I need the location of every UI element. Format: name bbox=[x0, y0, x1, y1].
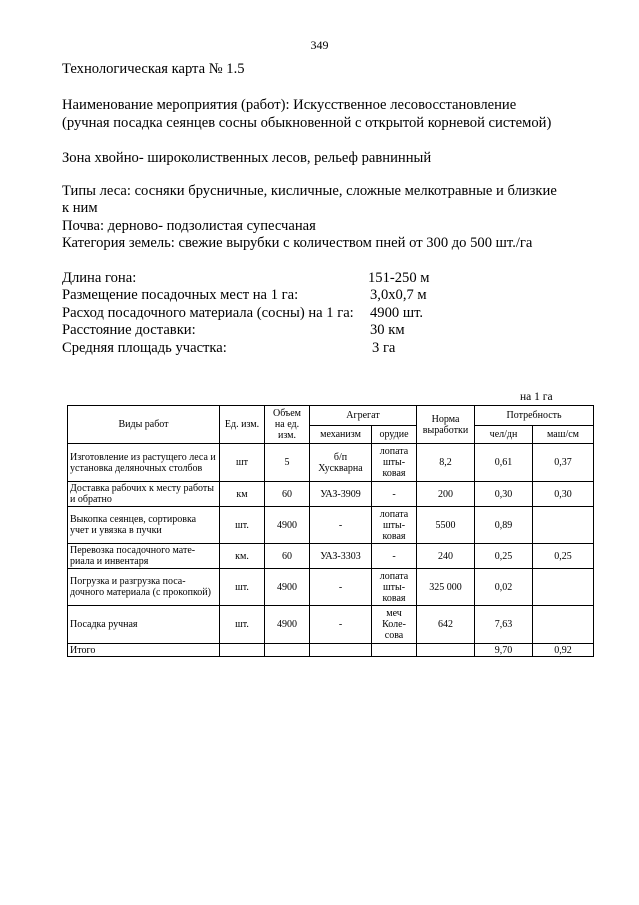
metric-value-material-use: 4900 шт. bbox=[370, 305, 424, 321]
cell-norm: 240 bbox=[417, 544, 475, 569]
cell-empty bbox=[265, 644, 310, 657]
cell-machine-shifts bbox=[533, 569, 594, 606]
cell-volume: 60 bbox=[265, 482, 310, 507]
cell-empty bbox=[310, 644, 372, 657]
table-row bbox=[68, 606, 594, 644]
cell-machine-shifts bbox=[533, 507, 594, 544]
cell-machine-shifts: 0,25 bbox=[533, 544, 594, 569]
page-number: 349 bbox=[310, 38, 329, 52]
cell-tool: лопата шты-ковая bbox=[372, 569, 417, 606]
cell-machine-shifts: 0,37 bbox=[533, 444, 594, 482]
forest-types-line1: Типы леса: сосняки брусничные, кисличные, сложные мелкотравные и близкие bbox=[62, 183, 557, 199]
cell-volume: 4900 bbox=[265, 507, 310, 544]
header-machine-shifts: маш/см bbox=[533, 426, 594, 444]
cell-norm: 642 bbox=[417, 606, 475, 644]
cell-man-days: 0,25 bbox=[475, 544, 533, 569]
metric-value-delivery-distance: 30 км bbox=[370, 322, 405, 338]
cell-mechanism: б/п Хускварна bbox=[310, 444, 372, 482]
cell-man-days: 0,89 bbox=[475, 507, 533, 544]
cell-mechanism: - bbox=[310, 507, 372, 544]
cell-work-name: Посадка ручная bbox=[68, 606, 220, 644]
cell-volume: 5 bbox=[265, 444, 310, 482]
soil: Почва: дерново- подзолистая супесчаная bbox=[62, 218, 316, 234]
header-tool: орудие bbox=[372, 426, 417, 444]
header-works: Виды работ bbox=[68, 406, 220, 444]
metric-value-run-length: 151-250 м bbox=[368, 270, 430, 286]
metric-label-run-length: Длина гона: bbox=[62, 270, 137, 286]
table-row bbox=[68, 569, 594, 606]
cell-man-days: 7,63 bbox=[475, 606, 533, 644]
table-row bbox=[68, 544, 594, 569]
cell-tool: лопата шты-ковая bbox=[372, 444, 417, 482]
table-row bbox=[68, 444, 594, 482]
header-volume: Объем на ед. изм. bbox=[265, 406, 310, 444]
cell-unit: шт. bbox=[220, 507, 265, 544]
cell-empty bbox=[417, 644, 475, 657]
cell-norm: 325 000 bbox=[417, 569, 475, 606]
metric-value-average-area: 3 га bbox=[372, 340, 396, 356]
cell-unit: шт bbox=[220, 444, 265, 482]
activity-name-line1: Наименование мероприятия (работ): Искусственное лесовосстановление bbox=[62, 97, 517, 113]
cell-norm: 8,2 bbox=[417, 444, 475, 482]
metric-label-average-area: Средняя площадь участка: bbox=[62, 340, 227, 356]
cell-empty bbox=[220, 644, 265, 657]
metric-label-material-use: Расход посадочного материала (сосны) на 1 га: bbox=[62, 305, 354, 321]
card-title: Технологическая карта № 1.5 bbox=[62, 61, 245, 77]
cell-unit: шт. bbox=[220, 606, 265, 644]
cell-man-days: 0,61 bbox=[475, 444, 533, 482]
header-mechanism: механизм bbox=[310, 426, 372, 444]
cell-work-name: Доставка рабочих к месту работы и обратно bbox=[68, 482, 220, 507]
cell-mechanism: УАЗ-3303 bbox=[310, 544, 372, 569]
cell-man-days: 0,02 bbox=[475, 569, 533, 606]
cell-unit: шт. bbox=[220, 569, 265, 606]
metric-label-delivery-distance: Расстояние доставки: bbox=[62, 322, 196, 338]
cell-tool: - bbox=[372, 482, 417, 507]
land-category: Категория земель: свежие вырубки с количеством пней от 300 до 500 шт./га bbox=[62, 235, 533, 251]
table-row bbox=[68, 482, 594, 507]
cell-volume: 4900 bbox=[265, 569, 310, 606]
cell-machine-shifts: 0,30 bbox=[533, 482, 594, 507]
cell-total-man-days: 9,70 bbox=[475, 644, 533, 657]
cell-work-name: Перевозка посадочного мате-риала и инвентаря bbox=[68, 544, 220, 569]
cell-norm: 5500 bbox=[417, 507, 475, 544]
cell-norm: 200 bbox=[417, 482, 475, 507]
header-aggregate: Агрегат bbox=[310, 406, 417, 426]
activity-name-line2: (ручная посадка сеянцев сосны обыкновенной с открытой корневой системой) bbox=[62, 115, 552, 131]
forest-zone: Зона хвойно- широколиственных лесов, рельеф равнинный bbox=[62, 150, 432, 166]
header-norm: Норма выработки bbox=[417, 406, 475, 444]
metric-label-planting-spacing: Размещение посадочных мест на 1 га: bbox=[62, 287, 299, 303]
works-table bbox=[67, 405, 594, 657]
cell-work-name: Изготовление из растущего леса и установка деляночных столбов bbox=[68, 444, 220, 482]
cell-tool: - bbox=[372, 544, 417, 569]
table-total-row bbox=[68, 644, 594, 657]
cell-unit: км bbox=[220, 482, 265, 507]
cell-tool: лопата шты-ковая bbox=[372, 507, 417, 544]
metric-value-planting-spacing: 3,0х0,7 м bbox=[370, 287, 427, 303]
cell-unit: км. bbox=[220, 544, 265, 569]
cell-work-name: Выкопка сеянцев, сортировка учет и увязка в пучки bbox=[68, 507, 220, 544]
table-unit-note: на 1 га bbox=[520, 391, 553, 403]
forest-types-line2: к ним bbox=[62, 200, 98, 216]
header-man-days: чел/дн bbox=[475, 426, 533, 444]
cell-man-days: 0,30 bbox=[475, 482, 533, 507]
cell-tool: меч Коле-сова bbox=[372, 606, 417, 644]
header-need: Потребность bbox=[475, 406, 594, 426]
cell-total-machine-shifts: 0,92 bbox=[533, 644, 594, 657]
table-row bbox=[68, 507, 594, 544]
cell-mechanism: - bbox=[310, 606, 372, 644]
cell-volume: 4900 bbox=[265, 606, 310, 644]
cell-volume: 60 bbox=[265, 544, 310, 569]
header-unit: Ед. изм. bbox=[220, 406, 265, 444]
cell-mechanism: УАЗ-3909 bbox=[310, 482, 372, 507]
cell-machine-shifts bbox=[533, 606, 594, 644]
cell-total-label: Итого bbox=[68, 644, 220, 657]
cell-mechanism: - bbox=[310, 569, 372, 606]
cell-empty bbox=[372, 644, 417, 657]
cell-work-name: Погрузка и разгрузка поса-дочного материала (с прокопкой) bbox=[68, 569, 220, 606]
